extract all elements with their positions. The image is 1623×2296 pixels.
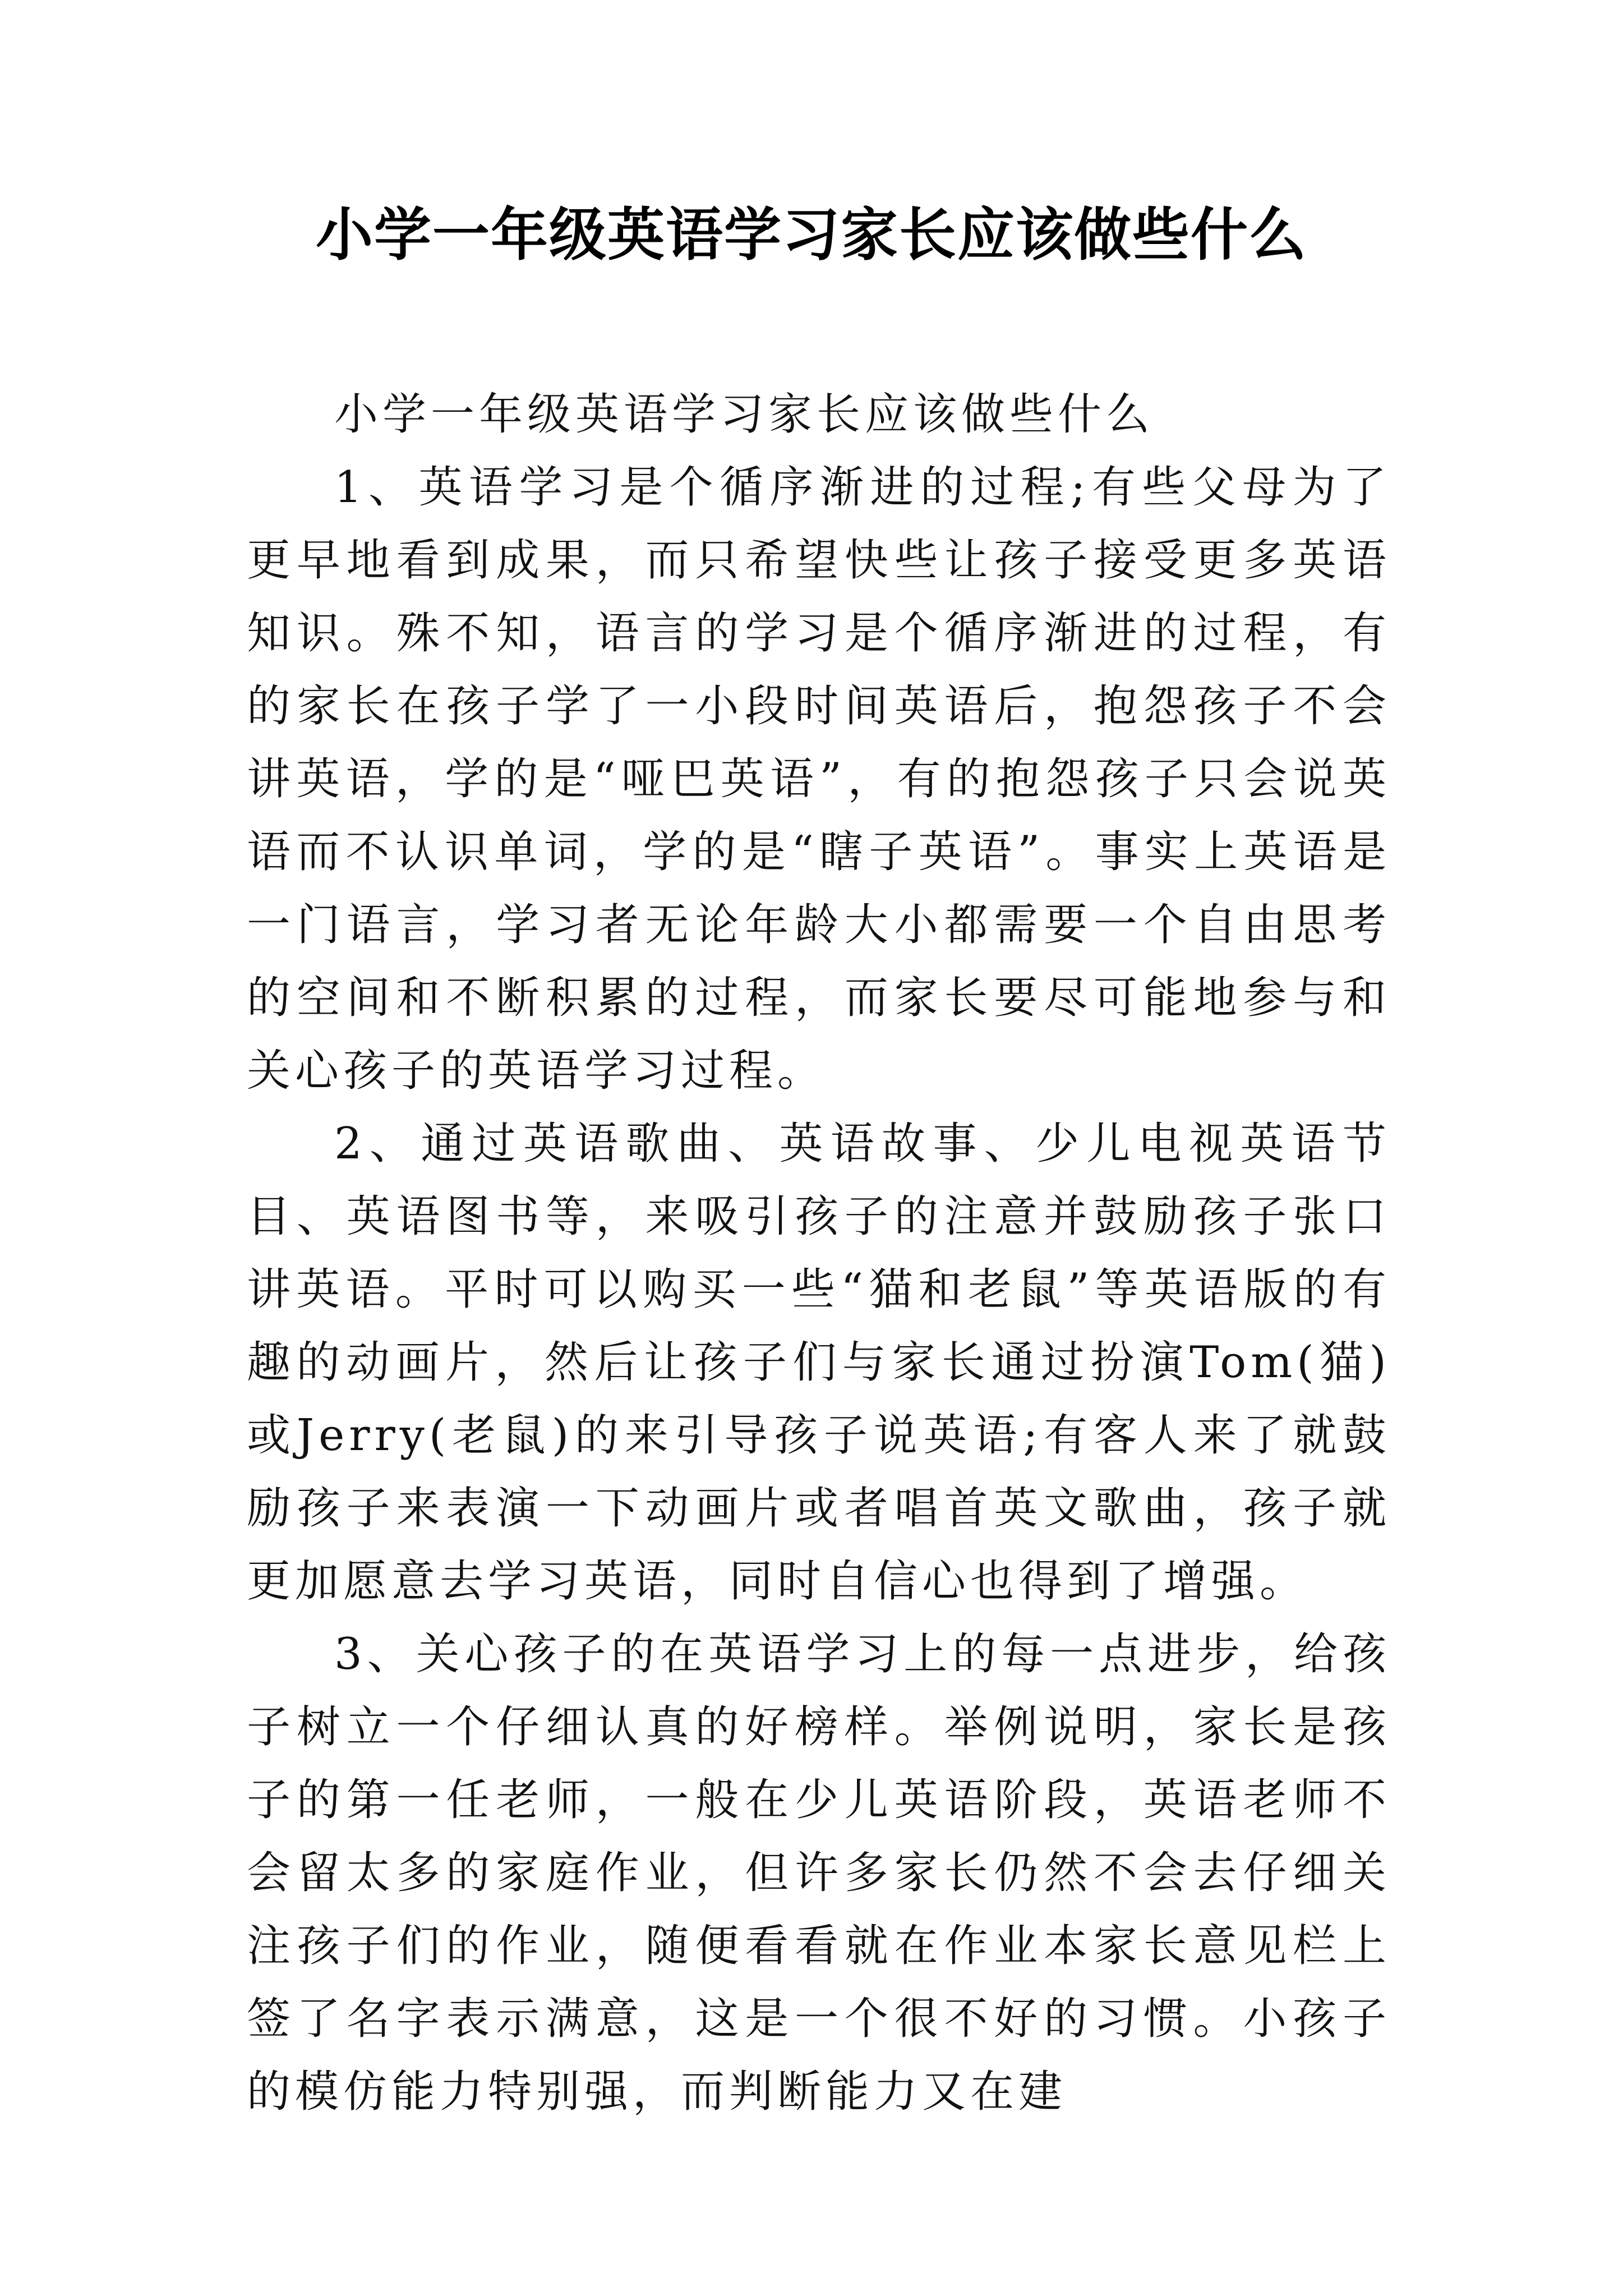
paragraph-3: 3、关心孩子的在英语学习上的每一点进步，给孩子树立一个仔细认真的好榜样。举例说明，家长是孩子的第一任老师，一般在少儿英语阶段，英语老师不会留太多的家庭作业，但许多家长仍然不会去仔细关注孩子们的作业，随便看看就在作业本家长意见栏上签了名字表示满意，这是一个很不好的习惯。小孩子的模仿能力特别强，而判断能力又在建	[247, 1629, 1391, 2117]
paragraph-1: 1、英语学习是个循序渐进的过程;有些父母为了更早地看到成果，而只希望快些让孩子接受更多英语知识。殊不知，语言的学习是个循序渐进的过程，有的家长在孩子学了一小段时间英语后，抱怨孩子不会讲英语，学的是“哑巴英语”，有的抱怨孩子只会说英语而不认识单词，学的是“瞎子英语”。事实上英语是一门语言，学习者无论年龄大小都需要一个自由思考的空间和不断积累的过程，而家长要尽可能地参与和关心孩子的英语学习过程。	[247, 462, 1391, 1096]
paragraph-2: 2、通过英语歌曲、英语故事、少儿电视英语节目、英语图书等，来吸引孩子的注意并鼓励孩子张口讲英语。平时可以购买一些“猫和老鼠”等英语版的有趣的动画片，然后让孩子们与家长通过扮演Tom(猫)或Jerry(老鼠)的来引导孩子说英语;有客人来了就鼓励孩子来表演一下动画片或者唱首英文歌曲，孩子就更加愿意去学习英语，同时自信心也得到了增强。	[247, 1119, 1391, 1607]
subtitle-paragraph: 小学一年级英语学习家长应该做些什么	[334, 389, 1155, 440]
document-body	[247, 378, 1391, 2128]
document-title: 小学一年级英语学习家长应该做些什么	[316, 202, 1307, 269]
